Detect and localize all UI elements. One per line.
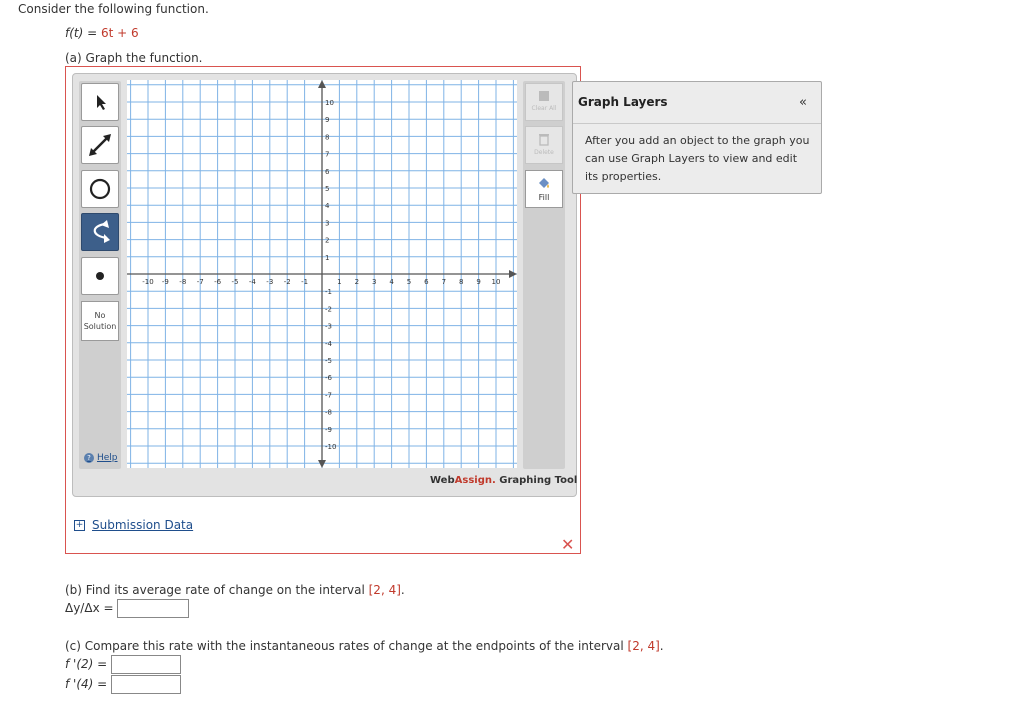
y-tick-label: -6 bbox=[325, 374, 332, 383]
x-tick-label: -4 bbox=[248, 278, 256, 286]
average-rate-input[interactable] bbox=[117, 599, 189, 618]
graph-layers-description: After you add an object to the graph you can use Graph Layers to view and edit its properties. bbox=[585, 134, 810, 183]
y-tick-label: -3 bbox=[325, 322, 332, 331]
part-b-answer-label: Δy/Δx = bbox=[65, 601, 118, 615]
y-tick-label: 5 bbox=[325, 185, 330, 193]
x-tick-label: 3 bbox=[371, 278, 377, 286]
no-solution-line1: No bbox=[94, 311, 106, 320]
graph-layers-panel bbox=[572, 81, 822, 194]
function-rhs: 6t + 6 bbox=[100, 26, 139, 40]
x-tick-label: 10 bbox=[491, 278, 501, 286]
x-tick-label: -6 bbox=[214, 278, 222, 286]
y-tick-label: 7 bbox=[325, 150, 330, 159]
part-c-question bbox=[65, 639, 664, 653]
line-segment-icon bbox=[85, 130, 115, 160]
part-c-pre: (c) Compare this rate with the instantaneous rates of change at the endpoints of the interval bbox=[65, 639, 628, 653]
y-tick-label: 2 bbox=[325, 236, 330, 245]
x-tick-label: -9 bbox=[161, 278, 169, 286]
y-tick-label: -9 bbox=[325, 425, 332, 434]
y-tick-label: 1 bbox=[325, 253, 330, 262]
delete-label: Delete bbox=[534, 149, 554, 156]
no-solution-button[interactable] bbox=[81, 301, 119, 341]
x-tick-label: -10 bbox=[142, 278, 154, 286]
y-tick-label: -4 bbox=[325, 339, 332, 348]
fill-button[interactable] bbox=[525, 170, 563, 208]
point-icon bbox=[94, 270, 106, 282]
graph-layers-header bbox=[573, 82, 821, 124]
x-tick-label: 2 bbox=[354, 278, 360, 286]
incorrect-icon: ✕ bbox=[561, 535, 575, 554]
pointer-icon bbox=[90, 92, 110, 112]
coordinate-grid[interactable] bbox=[127, 80, 517, 468]
y-tick-label: -10 bbox=[325, 443, 337, 451]
part-c-interval: [2, 4] bbox=[627, 639, 660, 653]
circle-tool-button[interactable] bbox=[81, 170, 119, 208]
y-tick-label: -1 bbox=[325, 288, 332, 297]
clear-all-button[interactable] bbox=[525, 83, 563, 121]
y-tick-label: 8 bbox=[325, 133, 330, 142]
no-solution-line2: Solution bbox=[83, 322, 117, 331]
brand-rest: Graphing Tool bbox=[495, 475, 578, 486]
x-tick-label: -5 bbox=[231, 278, 239, 286]
y-tick-label: -7 bbox=[325, 391, 332, 400]
f-prime-4-input[interactable] bbox=[111, 675, 181, 694]
fill-bucket-icon bbox=[536, 175, 552, 191]
point-tool-button[interactable] bbox=[81, 257, 119, 295]
x-tick-label: -2 bbox=[283, 278, 291, 286]
part-b-post: . bbox=[400, 583, 405, 597]
y-tick-label: -8 bbox=[325, 408, 332, 417]
pointer-tool-button[interactable] bbox=[81, 83, 119, 121]
part-a-label: (a) Graph the function. bbox=[65, 51, 203, 65]
f-prime-2-row bbox=[65, 655, 181, 674]
x-tick-label: 6 bbox=[424, 278, 429, 286]
webassign-brand bbox=[430, 475, 577, 486]
y-tick-label: -5 bbox=[325, 357, 332, 365]
expand-icon: + bbox=[75, 519, 84, 530]
x-tick-label: 4 bbox=[389, 278, 394, 286]
parabola-icon bbox=[85, 217, 115, 247]
submission-data-link[interactable]: Submission Data bbox=[92, 518, 194, 532]
y-tick-label: 4 bbox=[325, 202, 330, 211]
fill-label: Fill bbox=[538, 193, 550, 202]
help-link[interactable] bbox=[84, 453, 118, 463]
clear-all-label: Clear All bbox=[531, 105, 557, 112]
y-tick-label: -2 bbox=[325, 305, 332, 314]
f-prime-4-label: f '(4) = bbox=[65, 677, 112, 691]
x-tick-label: -1 bbox=[301, 278, 309, 286]
x-tick-label: 1 bbox=[337, 278, 342, 286]
collapse-icon[interactable]: « bbox=[799, 95, 807, 110]
part-c-post: . bbox=[659, 639, 664, 653]
function-definition bbox=[65, 26, 139, 40]
f-prime-4-row bbox=[65, 675, 181, 694]
part-b-question bbox=[65, 583, 405, 597]
x-tick-label: -3 bbox=[266, 278, 274, 286]
brand-assign: Assign. bbox=[454, 475, 496, 486]
f-prime-2-label: f '(2) = bbox=[65, 657, 112, 671]
line-tool-button[interactable] bbox=[81, 126, 119, 164]
part-b-interval: [2, 4] bbox=[368, 583, 401, 597]
x-tick-label: 8 bbox=[458, 278, 464, 286]
x-tick-label: 7 bbox=[441, 278, 447, 286]
parabola-tool-button[interactable] bbox=[81, 213, 119, 251]
y-tick-label: 3 bbox=[325, 219, 330, 228]
trash-icon bbox=[537, 131, 551, 147]
function-lhs: f(t) = bbox=[65, 26, 101, 40]
submission-data-toggle[interactable] bbox=[74, 518, 193, 532]
x-tick-label: -8 bbox=[179, 278, 187, 286]
help-label: Help bbox=[97, 453, 118, 463]
y-tick-label: 6 bbox=[325, 167, 330, 176]
x-tick-label: 9 bbox=[476, 278, 481, 286]
graph-layers-title: Graph Layers bbox=[578, 95, 668, 109]
prompt-text: Consider the following function. bbox=[18, 2, 209, 16]
y-tick-label: 10 bbox=[325, 99, 334, 107]
clear-all-icon bbox=[537, 89, 551, 103]
help-icon: ? bbox=[84, 453, 94, 463]
x-tick-label: 5 bbox=[406, 278, 412, 286]
f-prime-2-input[interactable] bbox=[111, 655, 181, 674]
circle-icon bbox=[87, 176, 113, 202]
x-tick-label: -7 bbox=[196, 278, 204, 286]
part-b-answer-row bbox=[65, 599, 189, 618]
brand-web: Web bbox=[430, 475, 455, 486]
y-tick-label: 9 bbox=[325, 116, 330, 125]
part-b-pre: (b) Find its average rate of change on the interval bbox=[65, 583, 369, 597]
delete-button[interactable] bbox=[525, 126, 563, 164]
